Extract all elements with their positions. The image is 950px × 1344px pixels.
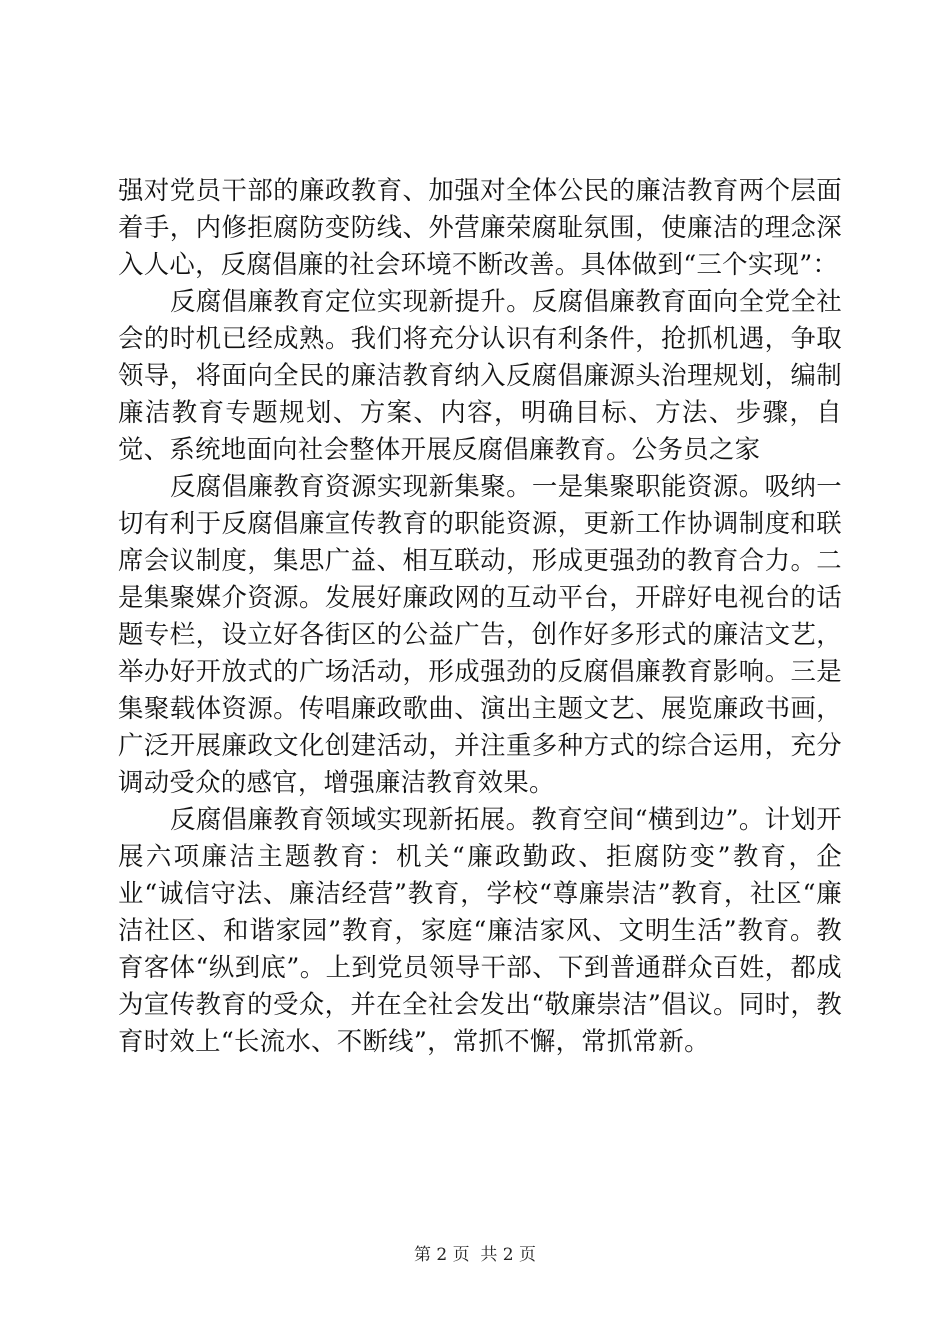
paragraph-positioning: 反腐倡廉教育定位实现新提升。反腐倡廉教育面向全党全社会的时机已经成熟。我们将充分认识有利条件，抢抓机遇，争取领导，将面向全民的廉洁教育纳入反腐倡廉源头治理规划，编制廉洁教育专题规划、方案、内容，明确目标、方法、步骤，自觉、系统地面向社会整体开展反腐倡廉教育。公务员之家 (118, 286, 842, 464)
paragraph-resources: 反腐倡廉教育资源实现新集聚。一是集聚职能资源。吸纳一切有利于反腐倡廉宣传教育的职能资源，更新工作协调制度和联席会议制度，集思广益、相互联动，形成更强劲的教育合力。二是集聚媒介资源。发展好廉政网的互动平台，开辟好电视台的话题专栏，设立好各街区的公益广告，创作好多形式的廉洁文艺，举办好开放式的广场活动，形成强劲的反腐倡廉教育影响。三是集聚载体资源。传唱廉政歌曲、演出主题文艺、展览廉政书画，广泛开展廉政文化创建活动，并注重多种方式的综合运用，充分调动受众的感官，增强廉洁教育效果。 (118, 471, 842, 797)
paragraph-continuation: 强对党员干部的廉政教育、加强对全体公民的廉洁教育两个层面着手，内修拒腐防变防线、外营廉荣腐耻氛围，使廉洁的理念深入人心，反腐倡廉的社会环境不断改善。具体做到“三个实现”： (118, 175, 842, 279)
page-footer (0, 1244, 950, 1266)
document-body (118, 172, 842, 1060)
paragraph-expansion: 反腐倡廉教育领域实现新拓展。教育空间“横到边”。计划开展六项廉洁主题教育：机关“廉政勤政、拒腐防变”教育，企业“诚信守法、廉洁经营”教育，学校“尊廉崇洁”教育，社区“廉洁社区、和谐家园”教育，家庭“廉洁家风、文明生活”教育。教育客体“纵到底”。上到党员领导干部、下到普通群众百姓，都成为宣传教育的受众，并在全社会发出“敬廉崇洁”倡议。同时，教育时效上“长流水、不断线”，常抓不懈，常抓常新。 (118, 804, 842, 1056)
page-number: 第 2 页 共 2 页 (413, 1245, 537, 1265)
